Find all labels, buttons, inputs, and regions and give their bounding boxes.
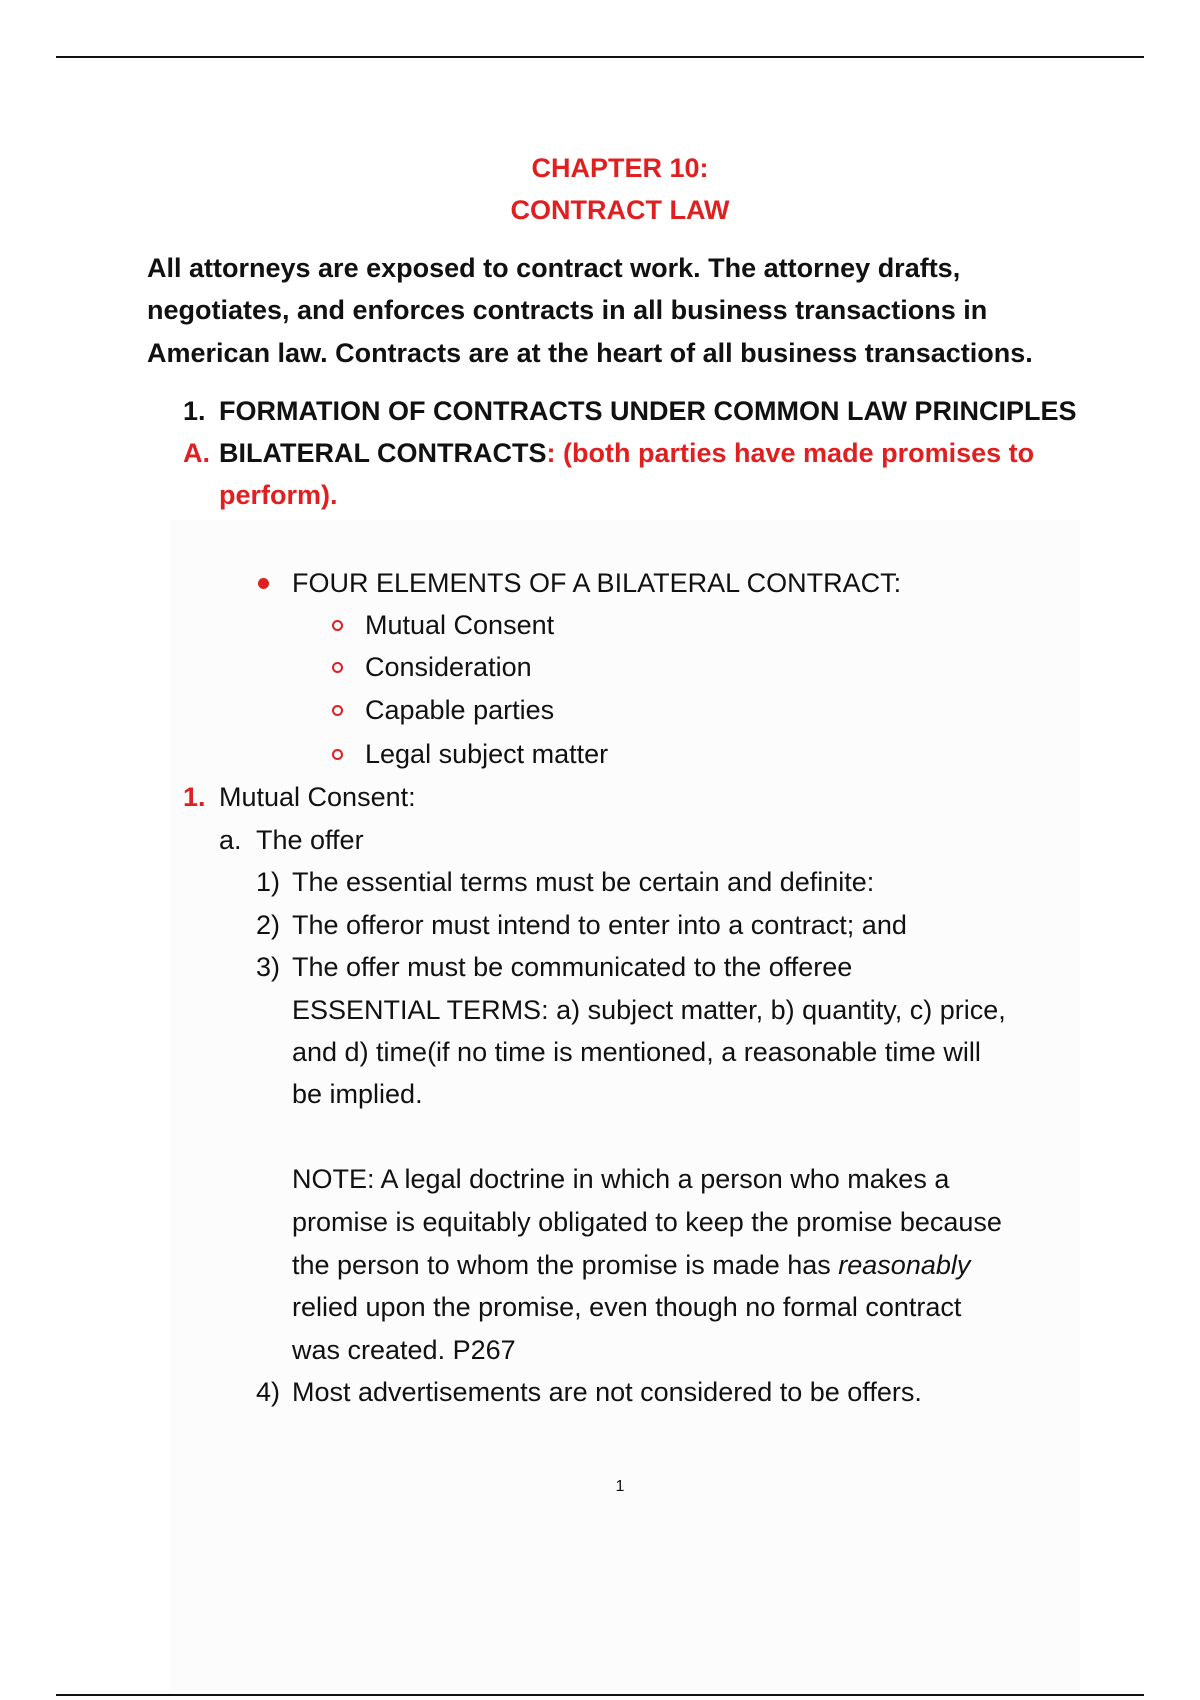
- offer-label: The offer: [256, 825, 364, 855]
- chapter-label: CHAPTER 10:: [531, 153, 709, 183]
- section-a-heading-text: BILATERAL CONTRACTS: [219, 438, 547, 468]
- element-item: Mutual Consent: [365, 610, 555, 640]
- mutual-consent-number: 1.: [183, 782, 206, 812]
- bullet-dot-icon: [258, 578, 269, 589]
- section-a-colon: :: [546, 438, 556, 468]
- note-line-1: NOTE: A legal doctrine in which a person who makes a: [292, 1164, 950, 1194]
- intro-line-1: All attorneys are exposed to contract work. The attorney drafts,: [147, 253, 961, 283]
- element-item: Capable parties: [365, 695, 555, 725]
- note-line-2: promise is equitably obligated to keep the promise because: [292, 1207, 1002, 1237]
- page-number: 1: [615, 1478, 625, 1495]
- point-number: 4): [256, 1377, 281, 1407]
- circle-bullet-icon: [332, 749, 343, 760]
- point-number: 2): [256, 910, 281, 940]
- essential-terms-line-3: be implied.: [292, 1079, 423, 1109]
- point-text: The offer must be communicated to the offeree: [292, 952, 853, 982]
- essential-terms-line-2: and d) time(if no time is mentioned, a reasonable time will: [292, 1037, 981, 1067]
- note-line-3: [292, 1245, 970, 1285]
- section-1-number: 1.: [183, 396, 206, 426]
- chapter-title: CONTRACT LAW: [510, 195, 730, 225]
- note-line-5: was created. P267: [292, 1335, 516, 1365]
- circle-bullet-icon: [332, 705, 343, 716]
- bottom-rule: [56, 1694, 1144, 1696]
- mutual-consent-label: Mutual Consent:: [219, 782, 416, 812]
- section-a-note-line-1: (both parties have made promises to: [563, 438, 1035, 468]
- note-emphasis: reasonably: [838, 1250, 971, 1280]
- point-text: Most advertisements are not considered to be offers.: [292, 1377, 922, 1407]
- intro-line-2: negotiates, and enforces contracts in all business transactions in: [147, 295, 988, 325]
- section-a-heading: [219, 433, 1034, 473]
- circle-bullet-icon: [332, 620, 343, 631]
- elements-heading: FOUR ELEMENTS OF A BILATERAL CONTRACT:: [292, 568, 902, 598]
- point-number: 3): [256, 952, 281, 982]
- top-rule: [56, 56, 1144, 58]
- point-text: The essential terms must be certain and definite:: [292, 867, 875, 897]
- point-number: 1): [256, 867, 281, 897]
- circle-bullet-icon: [332, 662, 343, 673]
- section-a-letter: A.: [183, 438, 210, 468]
- intro-line-3: American law. Contracts are at the heart of all business transactions.: [147, 338, 1033, 368]
- point-text: The offeror must intend to enter into a contract; and: [292, 910, 907, 940]
- note-line-3-text: the person to whom the promise is made has: [292, 1250, 839, 1280]
- element-item: Consideration: [365, 652, 532, 682]
- element-item: Legal subject matter: [365, 739, 609, 769]
- offer-letter: a.: [219, 825, 242, 855]
- essential-terms-line-1: ESSENTIAL TERMS: a) subject matter, b) quantity, c) price,: [292, 995, 1006, 1025]
- section-a-note-line-2: perform).: [219, 480, 338, 510]
- note-line-4: relied upon the promise, even though no formal contract: [292, 1292, 962, 1322]
- section-1-heading: FORMATION OF CONTRACTS UNDER COMMON LAW PRINCIPLES: [219, 396, 1077, 426]
